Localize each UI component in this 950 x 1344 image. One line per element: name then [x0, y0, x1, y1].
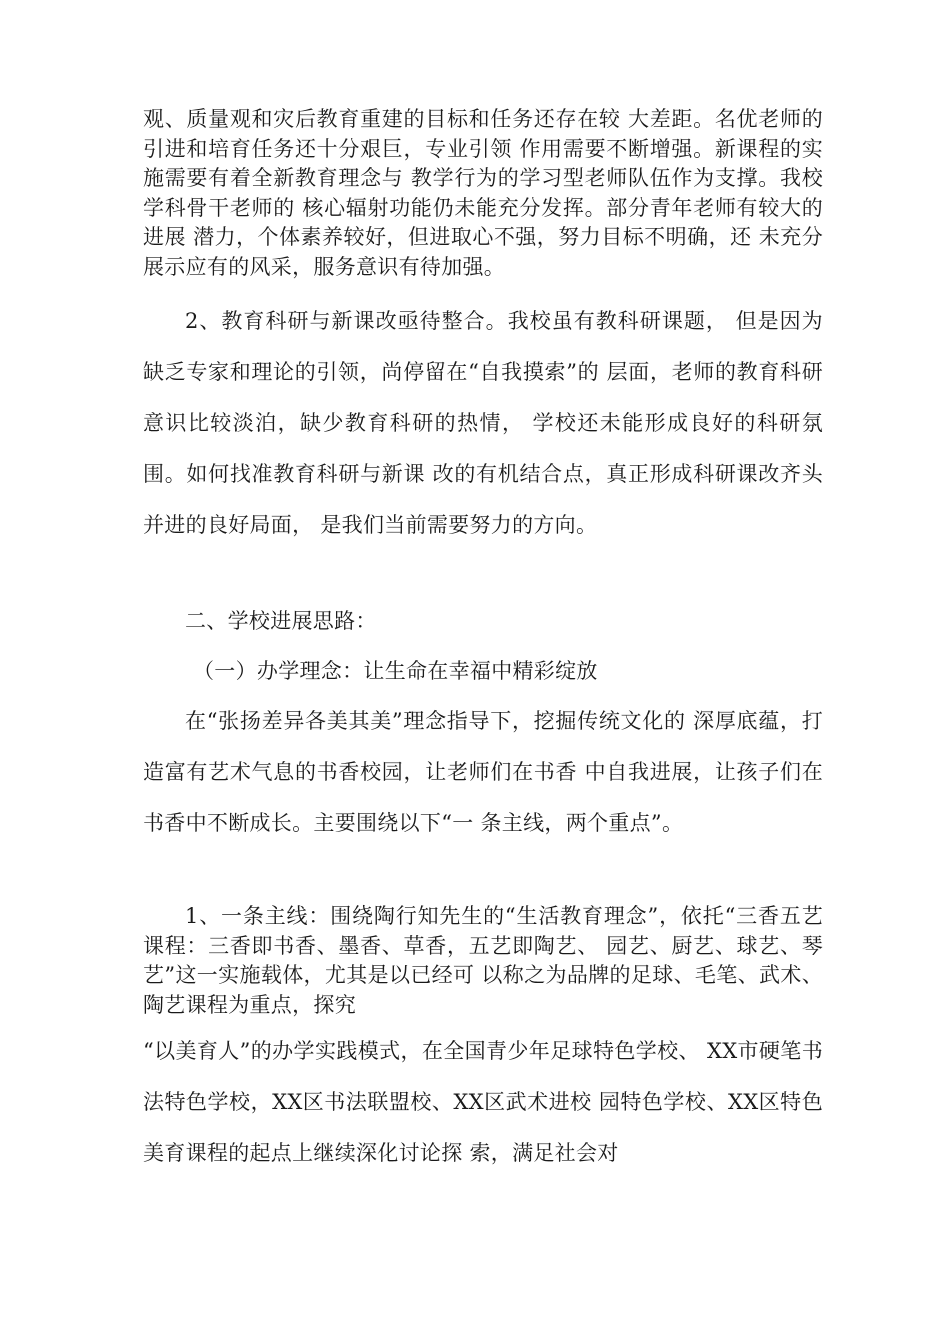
heading-school-philosophy: （一）办学理念：让生命在幸福中精彩绽放	[193, 659, 598, 683]
paragraph-philosophy-detail: 在“张扬差异各美其美”理念指导下，挖掘传统文化的 深厚底蕴，打造富有艺术气息的书香校园，让老师们在书香 中自我进展，让孩子们在书香中不断成长。主要围绕以下“一 条主线，两个重点”。	[143, 709, 823, 835]
paragraph-research-integration: 2、教育科研与新课改亟待整合。我校虽有教科研课题， 但是因为缺乏专家和理论的引领，尚停留在“自我摸索”的 层面，老师的教育科研意识比较淡泊，缺少教育科研的热情， 学校还未能形成良好的科研氛围。如何找准教育科研与新课 改的有机结合点，真正形成科研课改齐头并进的良好局面， 是我们当前需要努力的方向。	[143, 309, 823, 537]
heading-development-ideas: 二、学校进展思路：	[185, 609, 377, 633]
paragraph-teacher-team: 观、质量观和灾后教育重建的目标和任务还存在较 大差距。名优老师的引进和培育任务还十分艰巨，专业引领 作用需要不断增强。新课程的实施需要有着全新教育理念与 教学行为的学习型老师队伍作为支撑。我校学科骨干老师的 核心辐射功能仍未能充分发挥。部分青年老师有较大的进展 潜力，个体素养较好，但进取心不强，努力目标不明确，还 未充分展示应有的风采，服务意识有待加强。	[143, 107, 823, 279]
paragraph-aesthetic-education: “以美育人”的办学实践模式，在全国青少年足球特色学校、 XX市硬笔书法特色学校，XX区书法联盟校、XX区武术进校 园特色学校、XX区特色美育课程的起点上继续深化讨论探 索，满足社会对	[143, 1039, 823, 1165]
paragraph-main-line: 1、一条主线：围绕陶行知先生的“生活教育理念”，依托“三香五艺课程：三香即书香、墨香、草香，五艺即陶艺、 园艺、厨艺、球艺、琴艺”这一实施载体，尤其是以已经可 以称之为品牌的足球、毛笔、武术、陶艺课程为重点，探究	[143, 904, 823, 1017]
